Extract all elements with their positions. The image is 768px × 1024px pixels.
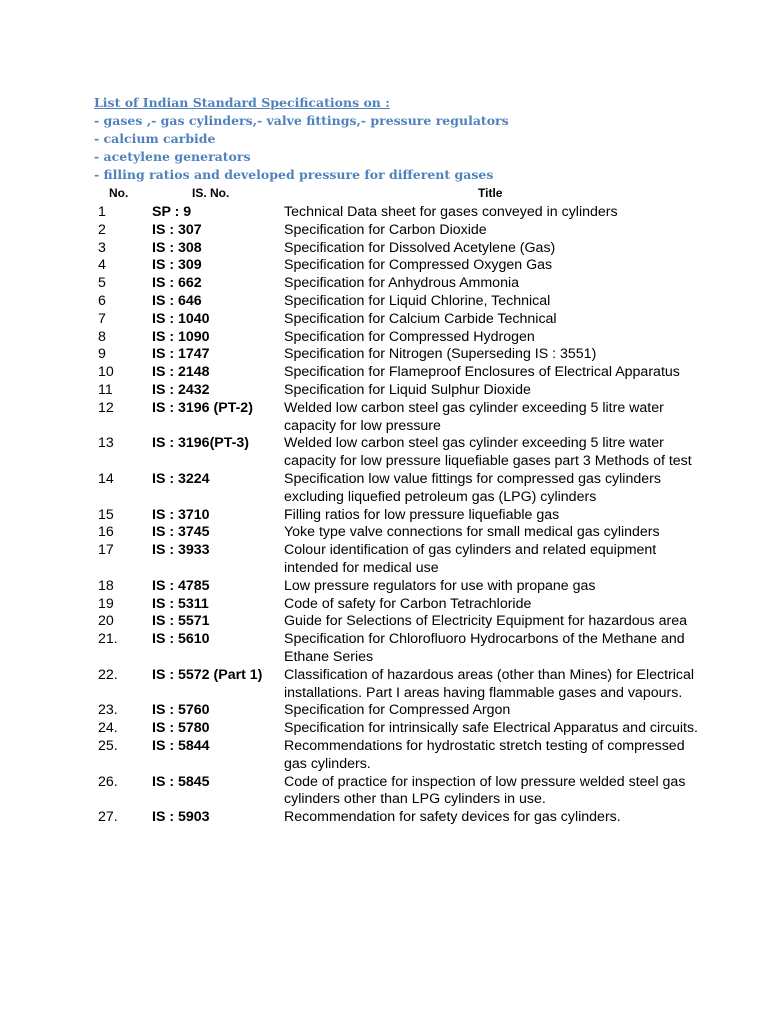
spec-title: Specification for Liquid Chlorine, Technical xyxy=(284,292,551,309)
is-number: IS : 2148 xyxy=(152,364,210,381)
is-number: IS : 3745 xyxy=(152,524,210,541)
table-row xyxy=(0,809,768,827)
row-number: 6 xyxy=(98,292,106,309)
spec-title: Filling ratios for low pressure liquefiable gas xyxy=(284,506,560,523)
is-number: IS : 5760 xyxy=(152,702,210,719)
heading-line: - filling ratios and developed pressure for different gases xyxy=(94,167,494,182)
spec-title: Guide for Selections of Electricity Equipment for hazardous area xyxy=(284,613,687,630)
row-number: 19 xyxy=(98,595,114,612)
row-number: 23. xyxy=(98,702,118,719)
row-number: 10 xyxy=(98,364,114,381)
is-number: IS : 5844 xyxy=(152,737,210,754)
table-row xyxy=(0,720,768,738)
table-row xyxy=(0,311,768,329)
table-row xyxy=(0,738,768,774)
is-number: IS : 3196(PT-3) xyxy=(152,435,249,452)
row-number: 2 xyxy=(98,221,106,238)
table-row xyxy=(0,222,768,240)
row-number: 26. xyxy=(98,773,118,790)
is-number: IS : 5610 xyxy=(152,631,210,648)
spec-title: Specification for Compressed Hydrogen xyxy=(284,328,535,345)
row-number: 13 xyxy=(98,435,114,452)
document-heading xyxy=(94,94,734,184)
column-header-title: Title xyxy=(478,186,503,200)
spec-title: Specification for Calcium Carbide Technical xyxy=(284,310,557,327)
table-row xyxy=(0,524,768,542)
spec-title: Technical Data sheet for gases conveyed in cylinders xyxy=(284,204,618,220)
row-number: 22. xyxy=(98,666,118,683)
table-row xyxy=(0,631,768,667)
table-row xyxy=(0,507,768,525)
is-number: IS : 662 xyxy=(152,275,202,292)
table-row xyxy=(0,702,768,720)
table-row xyxy=(0,204,768,222)
spec-title: Code of safety for Carbon Tetrachloride xyxy=(284,595,532,612)
row-number: 3 xyxy=(98,239,106,256)
row-number: 5 xyxy=(98,275,106,292)
heading-line: - calcium carbide xyxy=(94,131,216,146)
row-number: 8 xyxy=(98,328,106,345)
table-row xyxy=(0,364,768,382)
table-row xyxy=(0,471,768,507)
is-number: IS : 3224 xyxy=(152,470,210,487)
spec-title: Welded low carbon steel gas cylinder exceeding 5 litre water capacity for low pressure liquefiable gases part 3 Methods of test xyxy=(284,435,692,470)
is-number: IS : 309 xyxy=(152,257,202,274)
spec-title: Specification low value fittings for compressed gas cylinders excluding liquefied petroleum gas (LPG) cylinders xyxy=(284,470,661,505)
table-row xyxy=(0,667,768,703)
heading-line: - gases ,- gas cylinders,- valve fittings,- pressure regulators xyxy=(94,113,509,128)
table-row xyxy=(0,240,768,258)
spec-title: Code of practice for inspection of low pressure welded steel gas cylinders other than LPG cylinders in use. xyxy=(284,773,686,808)
column-header-is-no: IS. No. xyxy=(192,186,230,200)
row-number: 21. xyxy=(98,631,118,648)
row-number: 9 xyxy=(98,346,106,363)
spec-title: Specification for Compressed Argon xyxy=(284,702,511,719)
is-number: IS : 3196 (PT-2) xyxy=(152,399,253,416)
spec-title: Specification for Compressed Oxygen Gas xyxy=(284,257,553,274)
row-number: 27. xyxy=(98,809,118,826)
is-number: IS : 1040 xyxy=(152,310,210,327)
spec-title: Colour identification of gas cylinders and related equipment intended for medical use xyxy=(284,542,657,576)
is-number: IS : 3933 xyxy=(152,542,210,559)
row-number: 1 xyxy=(98,204,106,220)
table-row xyxy=(0,578,768,596)
row-number: 7 xyxy=(98,310,106,327)
spec-title: Classification of hazardous areas (other than Mines) for Electrical installations. Part I areas having flammable gases and vapours. xyxy=(284,666,695,701)
spec-title: Specification for intrinsically safe Electrical Apparatus and circuits. xyxy=(284,720,698,737)
spec-title: Specification for Liquid Sulphur Dioxide xyxy=(284,381,531,398)
table-row xyxy=(0,293,768,311)
is-number: IS : 307 xyxy=(152,221,202,238)
table-row xyxy=(0,400,768,436)
spec-title: Specification for Chlorofluoro Hydrocarbons of the Methane and Ethane Series xyxy=(284,631,685,665)
is-number: IS : 4785 xyxy=(152,577,210,594)
is-number: SP : 9 xyxy=(152,204,192,220)
table-row xyxy=(0,435,768,471)
is-number: IS : 308 xyxy=(152,239,202,256)
table-row xyxy=(0,275,768,293)
row-number: 17 xyxy=(98,542,114,559)
row-number: 20 xyxy=(98,613,114,630)
table-row xyxy=(0,329,768,347)
spec-title: Specification for Carbon Dioxide xyxy=(284,221,487,238)
table-row xyxy=(0,596,768,614)
is-number: IS : 5780 xyxy=(152,720,210,737)
row-number: 25. xyxy=(98,737,118,754)
is-number: IS : 3710 xyxy=(152,506,210,523)
spec-title: Specification for Dissolved Acetylene (Gas) xyxy=(284,239,556,256)
spec-title: Recommendations for hydrostatic stretch testing of compressed gas cylinders. xyxy=(284,737,685,772)
row-number: 15 xyxy=(98,506,114,523)
row-number: 4 xyxy=(98,257,106,274)
spec-title: Specification for Flameproof Enclosures of Electrical Apparatus xyxy=(284,364,680,381)
column-header-no: No. xyxy=(109,186,129,200)
table-row xyxy=(0,382,768,400)
is-number: IS : 5311 xyxy=(152,595,209,612)
row-number: 14 xyxy=(98,470,114,487)
spec-title: Specification for Nitrogen (Superseding IS : 3551) xyxy=(284,346,597,363)
is-number: IS : 5571 xyxy=(152,613,210,630)
spec-title: Specification for Anhydrous Ammonia xyxy=(284,275,520,292)
row-number: 16 xyxy=(98,524,114,541)
row-number: 11 xyxy=(98,381,113,398)
is-number: IS : 2432 xyxy=(152,381,210,398)
spec-title: Welded low carbon steel gas cylinder exceeding 5 litre water capacity for low pressure xyxy=(284,399,664,434)
table-row xyxy=(0,542,768,578)
specification-table xyxy=(0,204,768,827)
row-number: 12 xyxy=(98,399,114,416)
is-number: IS : 5903 xyxy=(152,809,210,826)
table-row xyxy=(0,346,768,364)
table-row xyxy=(0,774,768,810)
is-number: IS : 5845 xyxy=(152,773,210,790)
is-number: IS : 1090 xyxy=(152,328,210,345)
table-row xyxy=(0,257,768,275)
is-number: IS : 1747 xyxy=(152,346,210,363)
row-number: 24. xyxy=(98,720,118,737)
is-number: IS : 646 xyxy=(152,292,202,309)
table-row xyxy=(0,613,768,631)
is-number: IS : 5572 (Part 1) xyxy=(152,666,263,683)
row-number: 18 xyxy=(98,577,114,594)
heading-title: List of Indian Standard Specifications on : xyxy=(94,95,390,110)
heading-line: - acetylene generators xyxy=(94,149,251,164)
spec-title: Yoke type valve connections for small medical gas cylinders xyxy=(284,524,660,541)
spec-title: Recommendation for safety devices for gas cylinders. xyxy=(284,809,621,826)
spec-title: Low pressure regulators for use with propane gas xyxy=(284,577,596,594)
